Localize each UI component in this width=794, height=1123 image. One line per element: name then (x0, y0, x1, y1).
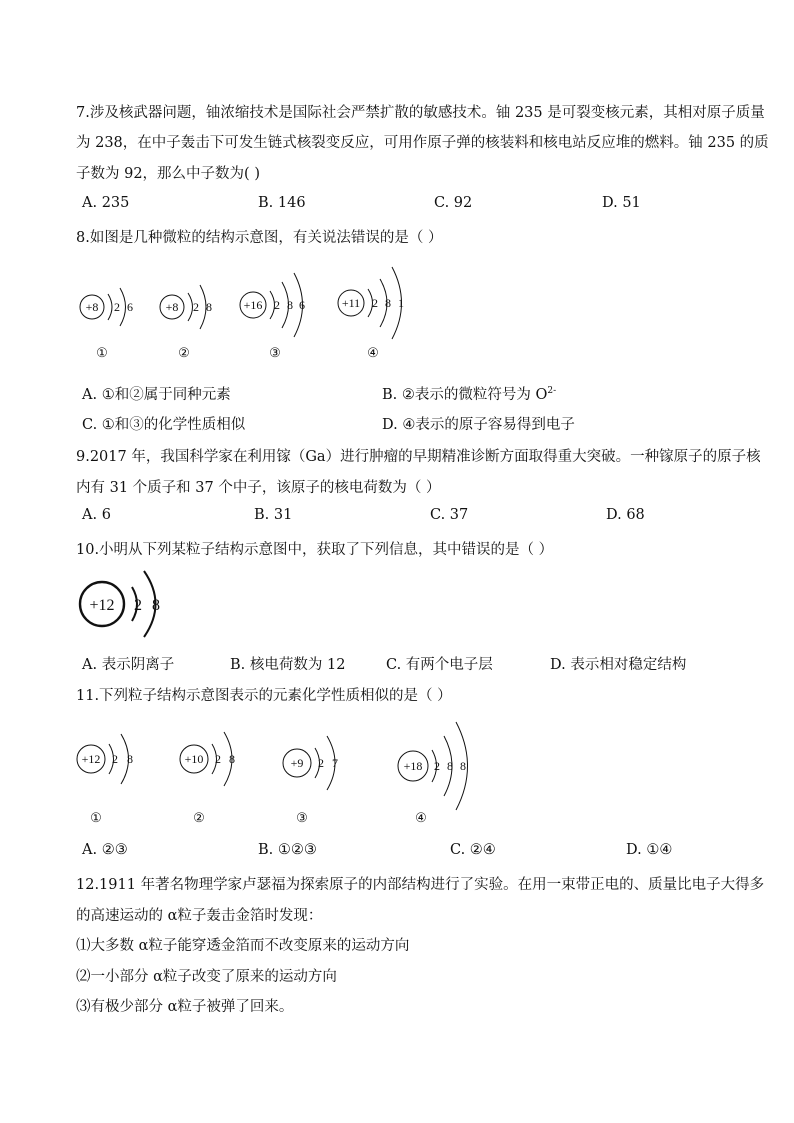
shell-electrons: 2 (318, 756, 324, 770)
shell-electrons: 8 (447, 759, 453, 773)
diagram-label: ② (193, 810, 205, 825)
q11-diagram-row (60, 712, 480, 830)
q10-atom-diagram (72, 565, 182, 645)
q8-atom-diagram-2 (160, 285, 212, 360)
q8-option-c: C. ①和③的化学性质相似 (82, 417, 246, 433)
q8-option-a: A. ①和②属于同种元素 (82, 387, 231, 403)
shell-electrons: 2 (274, 298, 280, 312)
q12-observation-3: ⑶有极少部分 α粒子被弹了回来。 (76, 999, 294, 1015)
q11-atom-diagram-3 (283, 736, 338, 825)
shell-electrons: 2 (434, 759, 440, 773)
q8-atom-diagram-4 (338, 267, 404, 360)
nucleus-charge: +10 (184, 752, 204, 766)
q11-option-d: D. ①④ (626, 842, 673, 858)
q7-option-d: D. 51 (602, 195, 641, 211)
shell-electrons: 1 (398, 296, 404, 310)
q10-option-d: D. 表示相对稳定结构 (550, 657, 687, 673)
q11-stem: 11.下列粒子结构示意图表示的元素化学性质相似的是（ ） (76, 688, 452, 704)
nucleus-charge: +9 (290, 756, 304, 770)
q9-option-b: B. 31 (254, 507, 293, 523)
shell-electrons: 7 (332, 756, 338, 770)
q11-atom-diagram-2 (180, 732, 235, 825)
nucleus-charge: +12 (81, 752, 101, 766)
diagram-label: ② (178, 345, 190, 360)
q9-option-d: D. 68 (606, 507, 645, 523)
shell-electrons: 6 (127, 300, 133, 314)
q9-option-c: C. 37 (430, 507, 469, 523)
q7-option-c: C. 92 (434, 195, 473, 211)
q8-stem: 8.如图是几种微粒的结构示意图，有关说法错误的是（ ） (76, 230, 443, 246)
q12-stem-line-2: 的高速运动的 α粒子轰击金箔时发现： (76, 908, 323, 924)
q9-option-a: A. 6 (82, 507, 111, 523)
q8-diagram-row (60, 255, 420, 365)
shell-electrons: 8 (127, 752, 133, 766)
diagram-label: ① (90, 810, 102, 825)
q10-option-c: C. 有两个电子层 (386, 657, 493, 673)
q12-observation-1: ⑴大多数 α粒子能穿透金箔而不改变原来的运动方向 (76, 938, 410, 954)
shell-electrons: 2 (112, 752, 118, 766)
nucleus-charge: +8 (85, 300, 99, 314)
q11-option-b: B. ①②③ (258, 842, 317, 858)
q10-stem: 10.小明从下列某粒子结构示意图中，获取了下列信息，其中错误的是（ ） (76, 542, 554, 558)
shell-electrons: 6 (299, 298, 305, 312)
q7-option-b: B. 146 (258, 195, 306, 211)
q8-atom-diagram-1 (80, 288, 133, 360)
diagram-label: ④ (367, 345, 379, 360)
q11-option-a: A. ②③ (82, 842, 128, 858)
shell-electrons: 2 (193, 300, 199, 314)
q8-option-b-text: B. ②表示的微粒符号为 O (382, 387, 548, 403)
shell-electrons: 2 (114, 300, 120, 314)
q7-stem-line-3: 子数为 92，那么中子数为( ) (76, 166, 260, 182)
shell-electrons: 2 (372, 296, 378, 310)
shell-electrons: 8 (385, 296, 391, 310)
shell-electrons: 8 (460, 759, 466, 773)
q8-option-d: D. ④表示的原子容易得到电子 (382, 417, 575, 433)
nucleus-charge: +8 (165, 300, 179, 314)
q10-option-a: A. 表示阴离子 (82, 657, 175, 673)
diagram-label: ③ (269, 345, 281, 360)
q8-atom-diagram-3 (240, 273, 305, 360)
shell-electrons: 2 (215, 752, 221, 766)
nucleus-charge: +12 (89, 597, 115, 614)
q11-atom-diagram-1 (77, 734, 133, 825)
shell-electrons: 8 (206, 300, 212, 314)
shell-electrons: 8 (287, 298, 293, 312)
q9-stem-line-2: 内有 31 个质子和 37 个中子，该原子的核电荷数为（ ） (76, 480, 441, 496)
q10-option-b: B. 核电荷数为 12 (230, 657, 346, 673)
q7-option-a: A. 235 (82, 195, 130, 211)
shell-electrons: 8 (152, 597, 160, 614)
q9-stem-line-1: 9.2017 年，我国科学家在利用镓（Ga）进行肿瘤的早期精准诊断方面取得重大突破。一种镓原子的原子核 (76, 449, 761, 465)
diagram-label: ③ (296, 810, 308, 825)
diagram-label: ④ (415, 810, 427, 825)
nucleus-charge: +18 (403, 759, 423, 773)
q11-atom-diagram-4 (398, 722, 468, 825)
q8-option-b (382, 383, 556, 404)
q7-stem-line-2: 为 238，在中子轰击下可发生链式核裂变反应，可用作原子弹的核装料和核电站反应堆的燃料。铀 235 的质 (76, 135, 769, 151)
nucleus-charge: +11 (341, 296, 361, 310)
shell-electrons: 8 (229, 752, 235, 766)
diagram-label: ① (96, 345, 108, 360)
q11-option-c: C. ②④ (450, 842, 496, 858)
q12-stem-line-1: 12.1911 年著名物理学家卢瑟福为探索原子的内部结构进行了实验。在用一束带正电的、质量比电子大得多 (76, 877, 765, 893)
q8-option-b-superscript: 2- (547, 386, 557, 396)
q12-observation-2: ⑵一小部分 α粒子改变了原来的运动方向 (76, 969, 337, 985)
nucleus-charge: +16 (243, 298, 263, 312)
shell-electrons: 2 (134, 597, 142, 614)
q7-stem-line-1: 7.涉及核武器问题，铀浓缩技术是国际社会严禁扩散的敏感技术。铀 235 是可裂变核元素，其相对原子质量 (76, 105, 765, 121)
